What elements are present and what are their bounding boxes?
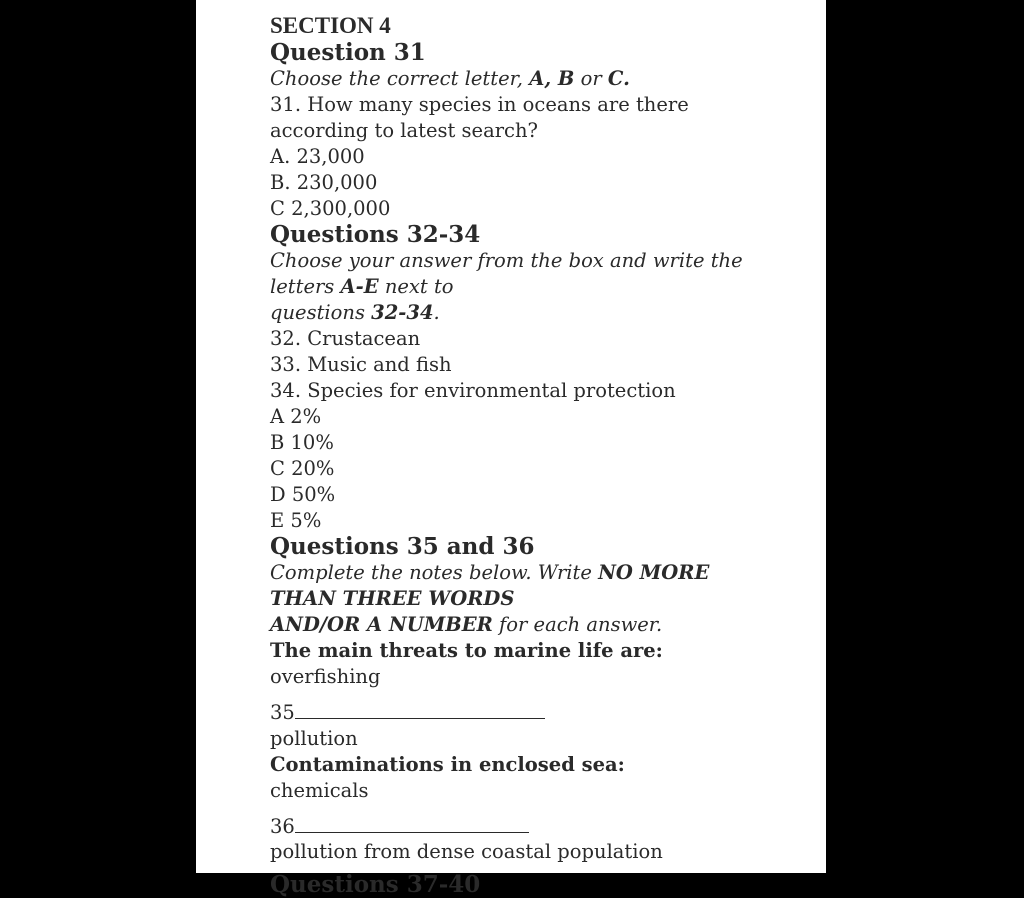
note-pollution: pollution (270, 726, 358, 750)
question-32-text: 32. Crustacean (270, 327, 421, 351)
questions-32-34-instruction-line1: Choose your answer from the box and write the (270, 249, 743, 273)
box-option-a: A 2% (270, 404, 322, 428)
answer-36-blank (295, 810, 529, 833)
questions-35-36-heading: Questions 35 and 36 (270, 533, 535, 561)
box-option-c: C 20% (270, 456, 335, 480)
question-31-option-a: A. 23,000 (270, 144, 365, 168)
note-chemicals: chemicals (270, 778, 369, 802)
document-content (270, 12, 810, 898)
question-31-option-c: C 2,300,000 (270, 196, 391, 220)
questions-37-40-heading: Questions 37-40 (270, 871, 481, 898)
answer-35-line (270, 696, 810, 726)
question-31-option-b: B. 230,000 (270, 170, 378, 194)
answer-35-label: 35 (270, 700, 295, 724)
question-31-text-line2: according to latest search? (270, 118, 538, 142)
answer-36-line (270, 810, 810, 840)
questions-35-36-instruction-line1: Complete the notes below. Write NO MORE (270, 561, 710, 585)
answer-35-blank (295, 696, 545, 719)
questions-32-34-instruction-line2: letters A-E next to (270, 275, 454, 299)
note-coastal-population: pollution from dense coastal population (270, 840, 663, 864)
question-34-text: 34. Species for environmental protection (270, 378, 676, 402)
answer-36-label: 36 (270, 814, 295, 838)
box-option-e: E 5% (270, 508, 322, 532)
questions-35-36-instruction-line2: THAN THREE WORDS (270, 587, 515, 611)
question-31-instruction: Choose the correct letter, A, B or C. (270, 67, 630, 90)
question-31-heading: Question 31 (270, 39, 426, 66)
questions-35-36-instruction-line3: AND/OR A NUMBER for each answer. (270, 613, 663, 637)
question-31-text-line1: 31. How many species in oceans are there (270, 92, 689, 116)
questions-32-34-instruction-line3: questions 32-34. (270, 301, 440, 325)
questions-32-34-heading: Questions 32-34 (270, 221, 481, 249)
notes-heading-threats: The main threats to marine life are: (270, 639, 663, 663)
note-overfishing: overfishing (270, 665, 381, 689)
box-option-d: D 50% (270, 482, 336, 506)
box-option-b: B 10% (270, 430, 334, 454)
notes-heading-contaminations: Contaminations in enclosed sea: (270, 752, 625, 776)
section-title: SECTION 4 (270, 13, 391, 38)
question-33-text: 33. Music and fish (270, 353, 452, 377)
document-page (196, 0, 826, 898)
